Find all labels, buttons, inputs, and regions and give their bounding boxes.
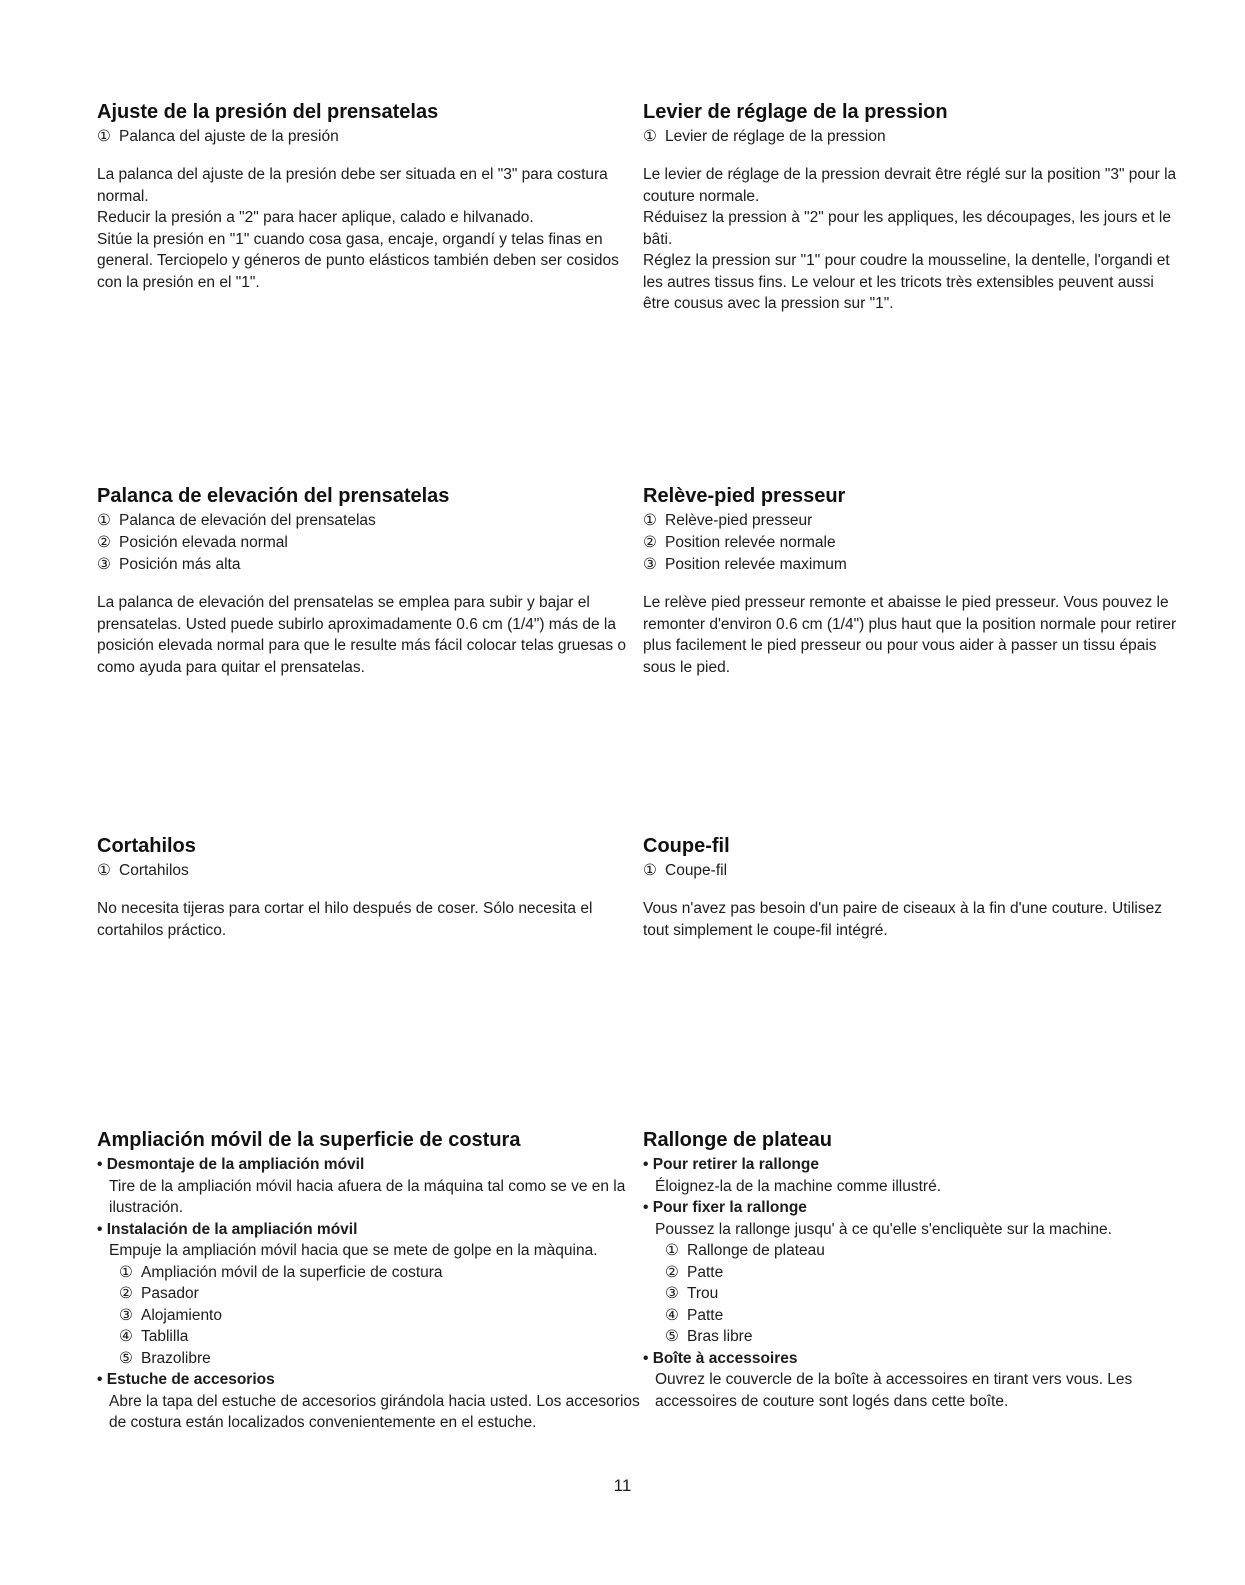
section-cutter-es xyxy=(97,834,642,941)
section-extension-es xyxy=(97,1128,642,1434)
parts-item: ① Ampliación móvil de la superficie de costura xyxy=(119,1263,443,1281)
section-title: Palanca de elevación del prensatelas xyxy=(97,485,450,507)
legend-item: ① Palanca del ajuste de la presión xyxy=(97,128,339,145)
legend-item: ② Posición elevada normal xyxy=(97,534,288,551)
parts-item: ② Pasador xyxy=(119,1285,199,1302)
parts-item: ③ Alojamiento xyxy=(119,1306,222,1324)
parts-item: ⑤ Bras libre xyxy=(665,1328,753,1345)
section-title: Relève-pied presseur xyxy=(643,485,846,507)
bullet-text: Poussez la rallonge jusqu' à ce qu'elle s'encliquète sur la machine. xyxy=(655,1220,1112,1238)
bullet-item xyxy=(643,1154,1183,1197)
legend-list xyxy=(97,510,642,576)
body-text: No necesita tijeras para cortar el hilo después de coser. Sólo necesita el cortahilos práctico. xyxy=(97,900,593,939)
parts-item: ① Rallonge de plateau xyxy=(665,1242,825,1259)
body-text: Le relève pied presseur remonte et abaisse le pied presseur. Vous pouvez le remonter d'environ 0.6 cm (1/4") plus haut que la position normale pour retirer plus facilement le pied presseur ou pour vous aider à passer un tissu épais sous le pied. xyxy=(643,594,1177,676)
section-title: Cortahilos xyxy=(97,835,196,857)
section-pressure-es xyxy=(97,100,642,293)
legend-item: ③ Posición más alta xyxy=(97,556,241,573)
legend-item: ① Palanca de elevación del prensatelas xyxy=(97,512,376,529)
section-title: Ajuste de la presión del prensatelas xyxy=(97,101,439,123)
legend-item: ① Levier de réglage de la pression xyxy=(643,128,886,145)
legend-item: ① Coupe-fil xyxy=(643,862,728,879)
bullet-item xyxy=(643,1197,1183,1348)
bullet-text: Tire de la ampliación móvil hacia afuera de la máquina tal como se ve en la ilustración. xyxy=(109,1177,626,1216)
body-text: Le levier de réglage de la pression devrait être réglé sur la position "3" pour la couture normale. Réduisez la pression à "2" pour les appliques, les découpages, les jours et le bâti. Réglez la pression sur "1" pour coudre la mousseline, la dentelle, l'organdi et les autres tissus fins. Le velour et les tricots très extensibles peuvent aussi être cousus avec la pression sur "1". xyxy=(643,166,1177,312)
section-extension-fr xyxy=(643,1128,1183,1412)
bullet-list xyxy=(643,1154,1183,1412)
bullet-title: • Desmontaje de la ampliación móvil xyxy=(97,1154,642,1176)
bullet-title: • Pour fixer la rallonge xyxy=(643,1197,1183,1219)
parts-item: ② Patte xyxy=(665,1263,724,1281)
bullet-text: Éloignez-la de la machine comme illustré. xyxy=(655,1177,942,1195)
bullet-item xyxy=(97,1219,642,1370)
bullet-item xyxy=(643,1348,1183,1413)
parts-item: ④ Tablilla xyxy=(119,1328,189,1345)
bullet-list xyxy=(97,1154,642,1434)
bullet-item xyxy=(97,1369,642,1434)
parts-item: ④ Patte xyxy=(665,1306,724,1324)
section-title: Levier de réglage de la pression xyxy=(643,101,948,123)
bullet-text: Empuje la ampliación móvil hacia que se mete de golpe en la màquina. xyxy=(109,1242,598,1259)
bullet-item xyxy=(97,1154,642,1219)
section-pressure-fr xyxy=(643,100,1183,315)
legend-item: ② Position relevée normale xyxy=(643,534,836,551)
legend-list xyxy=(97,126,642,148)
body-text: La palanca del ajuste de la presión debe ser situada en el "3" para costura normal. Reducir la presión a "2" para hacer aplique, calado e hilvanado. Sitúe la presión en "1" cuando cosa gasa, encaje, organdí y telas finas en general. Terciopelo y géneros de punto elásticos también deben ser cosidos con la presión en el "1". xyxy=(97,166,619,291)
parts-list xyxy=(643,1240,1183,1348)
bullet-title: • Pour retirer la rallonge xyxy=(643,1154,1183,1176)
bullet-title: • Boîte à accessoires xyxy=(643,1348,1183,1370)
section-cutter-fr xyxy=(643,834,1183,941)
section-lifter-es xyxy=(97,484,642,678)
parts-list xyxy=(97,1262,642,1370)
section-title: Ampliación móvil de la superficie de costura xyxy=(97,1129,521,1151)
page-number: 11 xyxy=(613,1476,632,1495)
bullet-title: • Instalación de la ampliación móvil xyxy=(97,1219,642,1241)
legend-list xyxy=(643,126,1183,148)
bullet-text: Ouvrez le couvercle de la boîte à accessoires en tirant vers vous. Les accessoires de couture sont logés dans cette boîte. xyxy=(655,1371,1133,1410)
parts-item: ③ Trou xyxy=(665,1285,719,1302)
bullet-title: • Estuche de accesorios xyxy=(97,1369,642,1391)
parts-item: ⑤ Brazolibre xyxy=(119,1349,211,1367)
body-text: Vous n'avez pas besoin d'un paire de ciseaux à la fin d'une couture. Utilisez tout simplement le coupe-fil intégré. xyxy=(643,900,1162,939)
body-text: La palanca de elevación del prensatelas se emplea para subir y bajar el prensatelas. Usted puede subirlo aproximadamente 0.6 cm (1/4") más de la posición elevada normal para que le resulte más fácil colocar telas gruesas o como ayuda para quitar el prensatelas. xyxy=(97,594,627,676)
legend-list xyxy=(97,860,642,882)
legend-item: ③ Position relevée maximum xyxy=(643,556,847,573)
bullet-text: Abre la tapa del estuche de accesorios girándola hacia usted. Los accesorios de costura están localizados convenientemente en el estuche. xyxy=(109,1392,640,1431)
legend-item: ① Cortahilos xyxy=(97,862,189,879)
section-title: Rallonge de plateau xyxy=(643,1129,832,1151)
legend-list xyxy=(643,860,1183,882)
section-lifter-fr xyxy=(643,484,1183,678)
legend-item: ① Relève-pied presseur xyxy=(643,512,813,529)
section-title: Coupe-fil xyxy=(643,835,730,857)
legend-list xyxy=(643,510,1183,576)
